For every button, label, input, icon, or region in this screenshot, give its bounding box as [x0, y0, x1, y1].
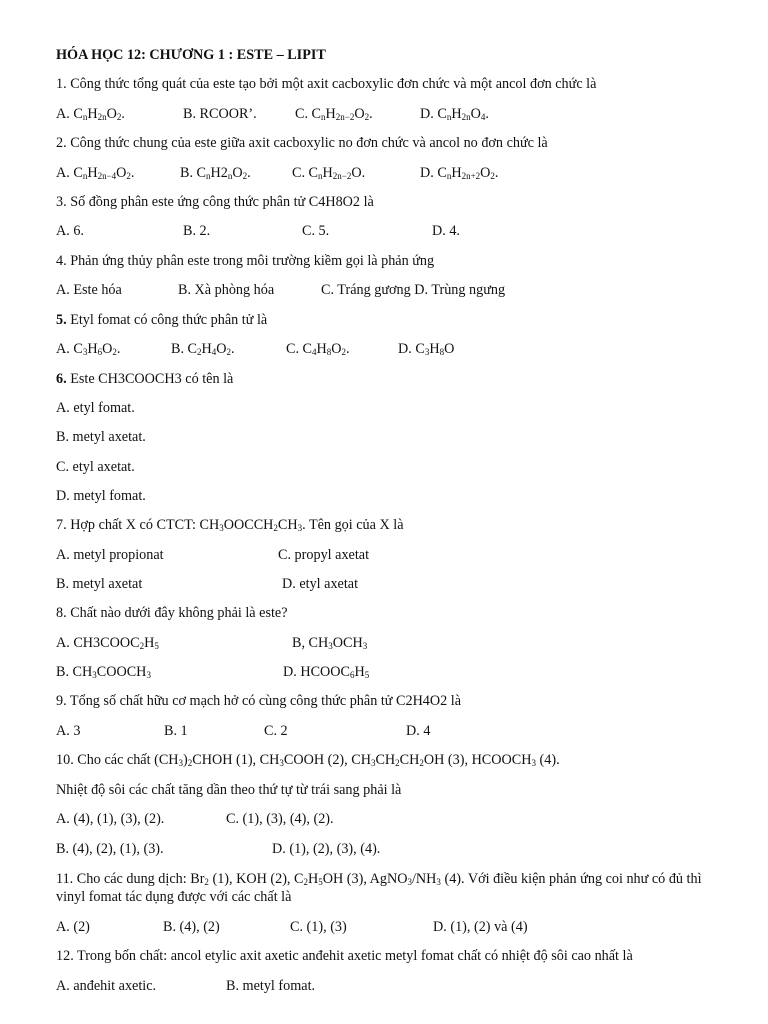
question-9-option-c: C. 2 — [264, 723, 288, 739]
question-10-option-d: D. (1), (2), (3), (4). — [272, 841, 381, 857]
question-3-option-a: A. 6. — [56, 223, 84, 239]
question-2-option-a: A. $C_nH_{2n-4}O_2$. — [56, 165, 135, 181]
question-8-option-d: D. $HCOOC_6H_5$ — [283, 664, 370, 680]
question-2-option-c: C. $C_nH_{2n-2}O$. — [292, 165, 366, 181]
question-3-option-d: D. 4. — [432, 223, 460, 239]
question-11-option-d: D. (1), (2) và (4) — [433, 919, 528, 935]
question-12-option-a: A. anđehit axetic. — [56, 978, 157, 994]
question-1-option-c: C. $C_nH_{2n-2}O_2$. — [295, 106, 373, 122]
question-1-text: 1. Công thức tổng quát của este tạo bởi một axit cacboxylic đơn chức và một ancol đơn chức là — [56, 76, 597, 92]
question-6-option-a: A. etyl fomat. — [56, 400, 135, 416]
question-1-option-d: D. $C_nH_{2n}O_4$. — [420, 106, 489, 122]
question-7-option-b: B. metyl axetat — [56, 576, 143, 592]
question-6-option-c: C. etyl axetat. — [56, 459, 135, 475]
question-11-option-b: B. (4), (2) — [163, 919, 220, 935]
question-1-option-a: A. $C_nH_{2n}O_2$. — [56, 106, 125, 122]
question-7-text: 7. Hợp chất X có CTCT: $CH_3OOCCH_2CH_3$. Tên gọi của X là — [56, 517, 404, 533]
question-10-option-c: C. (1), (3), (4), (2). — [226, 811, 334, 827]
question-6-option-b: B. metyl axetat. — [56, 429, 146, 445]
question-10-option-a: A. (4), (1), (3), (2). — [56, 811, 165, 827]
question-12-option-b: B. metyl fomat. — [226, 978, 316, 994]
question-5-option-b: B. $C_2H_4O_2$. — [171, 341, 235, 357]
question-6-text: 6. Este CH3COOCH3 có tên là — [56, 371, 234, 387]
question-9-option-b: B. 1 — [164, 723, 188, 739]
question-11-text: 11. Cho các dung dịch: $Br_2$ (1), KOH (2), $C_2H_5OH$ (3), $AgNO_3/NH_3$ (4). Với điều kiện phản ứng coi như có đủ thì vinyl fomat tác dụng được với các chất là — [56, 871, 702, 905]
question-6-option-d: D. metyl fomat. — [56, 488, 146, 504]
question-3-option-b: B. 2. — [183, 223, 211, 239]
question-1-option-b: B. RCOOR’. — [183, 106, 257, 122]
question-3-option-c: C. 5. — [302, 223, 330, 239]
question-7-option-d: D. etyl axetat — [282, 576, 359, 592]
question-2-option-b: B. $C_nH2_nO_2$. — [180, 165, 251, 181]
question-8-option-b-bottom: B. $CH_3COOCH_3$ — [56, 664, 151, 680]
question-8-option-a: A. $CH3COOC_2H_5$ — [56, 635, 159, 651]
question-5-text: 5. Etyl fomat có công thức phân tử là — [56, 312, 268, 328]
question-4-text: 4. Phản ứng thủy phân este trong môi trường kiềm gọi là phản ứng — [56, 253, 435, 269]
question-11-option-c: C. (1), (3) — [290, 919, 347, 935]
question-10-subtext: Nhiệt độ sôi các chất tăng dần theo thứ tự từ trái sang phải là — [56, 782, 402, 798]
question-8-option-b-top: B, $CH_3OCH_3$ — [292, 635, 368, 651]
question-9-option-a: A. 3 — [56, 723, 81, 739]
question-10-text: 10. Cho các chất $(CH_3)_2CHOH$ (1), $CH_3COOH$ (2), $CH_3CH_2CH_2OH$ (3), $HCOOCH_3$ (4). — [56, 752, 560, 768]
question-2-option-d: D. $C_nH_{2n+2}O_2$. — [420, 165, 499, 181]
question-2-text: 2. Công thức chung của este giữa axit cacboxylic no đơn chức và ancol no đơn chức là — [56, 135, 548, 151]
question-5-option-c: C. $C_4H_8O_2$. — [286, 341, 350, 357]
question-4-option-a: A. Este hóa — [56, 282, 122, 298]
worksheet-title: HÓA HỌC 12: CHƯƠNG 1 : ESTE – LIPIT — [56, 47, 326, 63]
question-4-option-b: B. Xà phòng hóa — [178, 282, 275, 298]
question-11-option-a: A. (2) — [56, 919, 90, 935]
question-12-text: 12. Trong bốn chất: ancol etylic axit axetic anđehit axetic metyl fomat chất có nhiệt độ sôi cao nhất là — [56, 948, 633, 964]
question-7-option-c: C. propyl axetat — [278, 547, 370, 563]
question-4-option-c-d: C. Tráng gương D. Trùng ngưng — [321, 282, 506, 298]
question-5-option-d: D. $C_3H_8O$ — [398, 341, 455, 357]
question-9-text: 9. Tổng số chất hữu cơ mạch hở có cùng công thức phân tử C2H4O2 là — [56, 693, 462, 709]
question-7-option-a: A. metyl propionat — [56, 547, 164, 563]
question-10-option-b: B. (4), (2), (1), (3). — [56, 841, 164, 857]
question-3-text: 3. Số đồng phân este ứng công thức phân tử C4H8O2 là — [56, 194, 374, 210]
question-5-option-a: A. $C_3H_6O_2$. — [56, 341, 121, 357]
question-9-option-d: D. 4 — [406, 723, 431, 739]
question-8-text: 8. Chất nào dưới đây không phải là este? — [56, 605, 288, 621]
